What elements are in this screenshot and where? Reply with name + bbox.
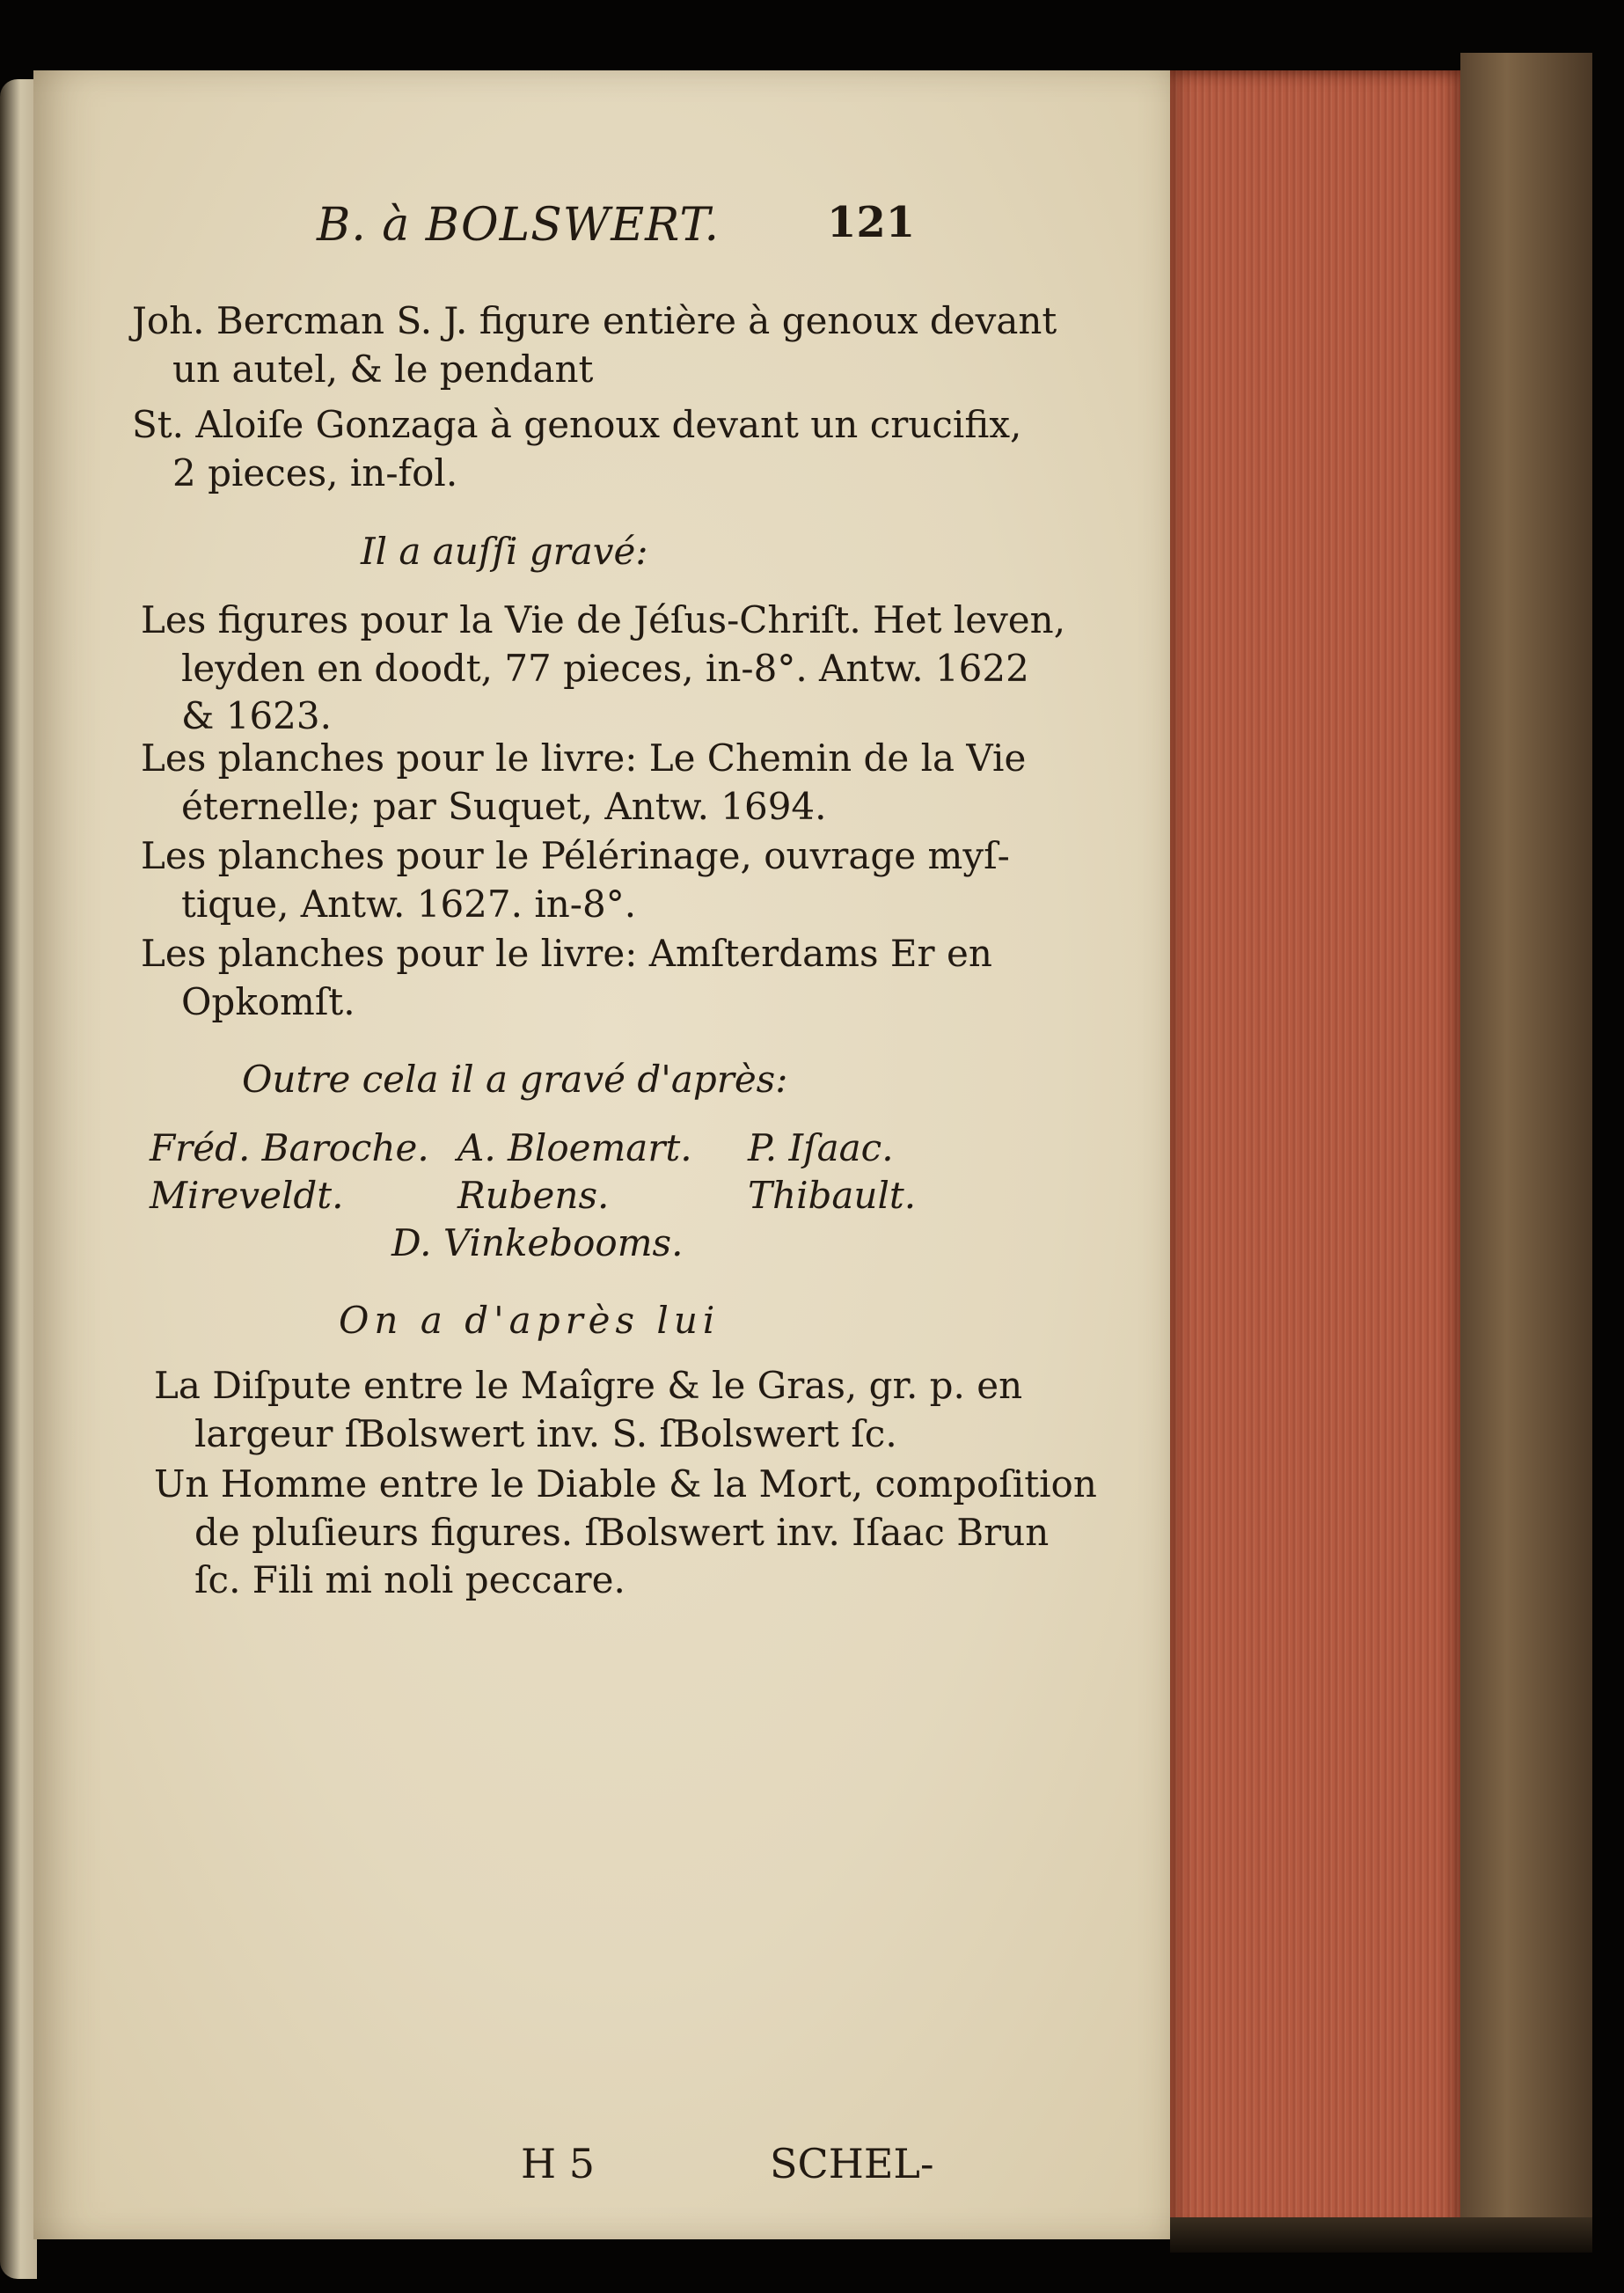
signature-mark: H 5	[521, 2140, 596, 2187]
work-vie-de-jesus	[141, 597, 1065, 741]
artist-rubens: Rubens.	[457, 1174, 610, 1217]
artist-baroche: Fréd. Baroche.	[150, 1126, 429, 1169]
print-line: Un Homme entre le Diable & la Mort, compoſition	[154, 1462, 1097, 1505]
entry-line: un autel, & le pendant	[172, 347, 594, 391]
entry-line: Joh. Bercman S. J. figure entière à genoux devant	[132, 299, 1057, 342]
book-cover-bottom	[1170, 2217, 1592, 2253]
section-heading-after: Outre cela il a gravé d'après:	[242, 1058, 788, 1101]
work-line: Opkomſt.	[181, 979, 355, 1023]
book-cover-board	[1460, 53, 1592, 2244]
running-head: B. à BOLSWERT.	[317, 199, 720, 252]
work-line: Les figures pour la Vie de Jéſus-Chriſt. Het leven,	[141, 598, 1066, 641]
artist-bloemart: A. Bloemart.	[457, 1126, 692, 1169]
section-heading-after-him: On a d'après lui	[339, 1299, 721, 1342]
work-line: Les planches pour le Pélérinage, ouvrage myſ-	[141, 834, 1010, 877]
print-line: ſc. Fili mi noli peccare.	[194, 1558, 625, 1602]
print-line: de pluſieurs figures. ſBolswert inv. Iſaac Brun	[194, 1510, 1050, 1554]
print-homme-diable-mort	[154, 1461, 1097, 1605]
print-dispute	[154, 1362, 1022, 1458]
print-line: largeur ſBolswert inv. S. ſBolswert ſc.	[194, 1411, 897, 1455]
work-line: leyden en doodt, 77 pieces, in-8°. Antw. 1622	[181, 646, 1029, 690]
print-line: La Diſpute entre le Maîgre & le Gras, gr. p. en	[154, 1364, 1023, 1407]
work-amsterdams	[141, 930, 992, 1026]
work-line: Les planches pour le livre: Amſterdams Er en	[141, 932, 992, 975]
entry-gonzaga	[132, 401, 1021, 497]
artist-isaac: P. Iſaac.	[748, 1126, 894, 1169]
work-line: & 1623.	[181, 694, 332, 738]
artist-mireveldt: Mireveldt.	[150, 1174, 344, 1217]
page-number: 121	[827, 198, 916, 247]
work-line: Les planches pour le livre: Le Chemin de la Vie	[141, 736, 1027, 780]
work-line: tique, Antw. 1627. in-8°.	[181, 882, 637, 926]
artist-thibault: Thibault.	[748, 1174, 917, 1217]
left-page-edge	[0, 79, 37, 2279]
red-fore-edge	[1170, 70, 1469, 2235]
work-line: éternelle; par Suquet, Antw. 1694.	[181, 784, 827, 828]
catchword: SCHEL-	[770, 2140, 934, 2187]
entry-line: 2 pieces, in-fol.	[172, 451, 458, 494]
entry-bercman	[132, 297, 1057, 393]
artist-vinkebooms: D. Vinkebooms.	[391, 1221, 684, 1264]
section-heading-engraved: Il a auſſi gravé:	[361, 530, 648, 573]
entry-line: St. Aloiſe Gonzaga à genoux devant un crucifix,	[132, 403, 1022, 446]
work-chemin-de-la-vie	[141, 735, 1026, 831]
work-pelerinage	[141, 832, 1010, 928]
